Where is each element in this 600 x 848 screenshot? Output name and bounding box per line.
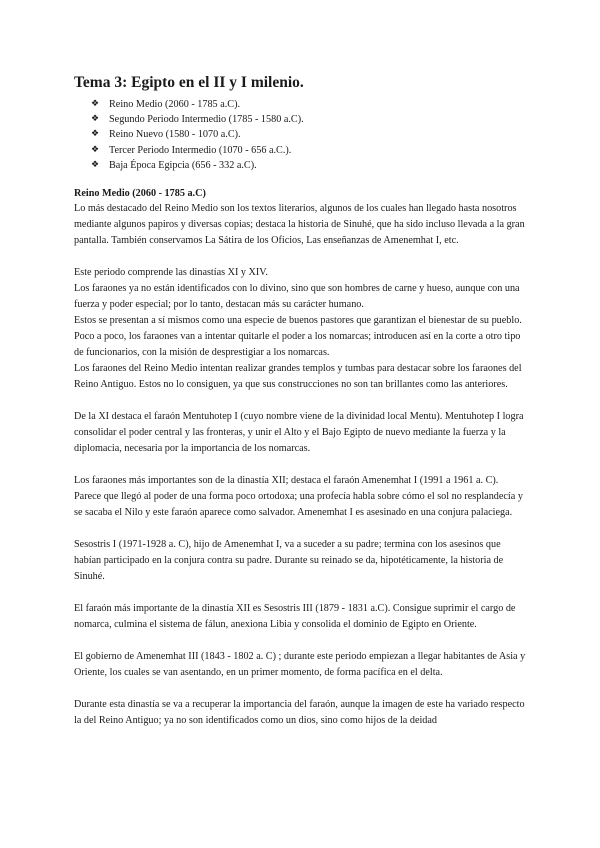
paragraph-temples: Los faraones del Reino Medio intentan realizar grandes templos y tumbas para destacar sobre los faraones del Reino Antiguo. Estos no lo consiguen, ya que sus construcciones no son tan brillantes como las anteriores. [74,363,522,391]
list-item-label: Tercer Periodo Intermedio (1070 - 656 a.C.). [109,144,292,156]
paragraph-pharaoh-importance: Durante esta dinastía se va a recuperar la importancia del faraón, aunque la imagen de este ha variado respecto la del Reino Antiguo; ya no son identificados como un dios, sino como hijos de la deidad [74,699,525,727]
list-item [91,127,526,142]
list-item [91,143,526,158]
section-heading: Reino Medio (2060 - 1785 a.C) [74,188,206,200]
list-item-label: Reino Medio (2060 - 1785 a.C). [109,99,241,110]
paragraph-pharaohs-human: Los faraones ya no están identificados con lo divino, sino que son hombres de carne y hueso, aunque con una fuerza y poder especial; por lo tanto, destacan más su carácter humano. [74,283,520,311]
list-item [91,158,526,173]
diamond-bullet-icon: ❖ [91,99,100,109]
diamond-bullet-icon: ❖ [91,129,100,140]
list-item [91,112,526,127]
paragraph-nomarchs: Poco a poco, los faraones van a intentar quitarle el poder a los nomarcas; introducen así en la corte a otro tipo de funcionarios, con la misión de desprestigiar a los nomarcas. [74,331,521,359]
list-item-label: Baja Época Egipcia (656 - 332 a.C). [109,159,257,171]
document-page [74,74,526,729]
paragraph-dynasties: Este periodo comprende las dinastías XI y XIV. [74,267,268,279]
paragraph-mentuhotep: De la XI destaca el faraón Mentuhotep I (cuyo nombre viene de la divinidad local Mentu). Mentuhotep I logra consolidar el poder central y las fronteras, y unir el Alto y el Bajo Egipto de nuevo mediante la fuerza y la diplomacia, necesaria por la importancia de los nomarcas. [74,411,524,455]
contents-list [74,97,526,173]
paragraph-amenemhat-iii: El gobierno de Amenemhat III (1843 - 1802 a. C) ; durante este periodo empiezan a llegar habitantes de Asia y Oriente, los cuales se van asentando, en un primer momento, de forma pacífica en el delta. [74,651,526,679]
list-item [91,97,526,112]
paragraph-sesostris-iii: El faraón más importante de la dinastía XII es Sesostris III (1879 - 1831 a.C). Consigue suprimir el cargo de nomarca, culmina el sistema de fálun, anexiona Libia y consolida el dominio de Egipto en Oriente. [74,603,516,631]
paragraph-shepherds: Estos se presentan a sí mismos como una especie de buenos pastores que garantizan el bienestar de su pueblo. [74,315,522,327]
paragraph-intro: Lo más destacado del Reino Medio son los textos literarios, algunos de los cuales han llegado hasta nosotros mediante algunos papiros y diversas copias; destaca la historia de Sinuhé, que ha sido incluso llevada a la gran pantalla. También conservamos La Sátira de los Oficios, Las enseñanzas de Amenemhat I, etc. [74,203,525,247]
document-title: Tema 3: Egipto en el II y I milenio. [74,74,304,91]
list-item-label: Segundo Periodo Intermedio (1785 - 1580 a.C). [109,114,304,126]
list-item-label: Reino Nuevo (1580 - 1070 a.C). [109,129,241,141]
paragraph-sesostris-i: Sesostris I (1971-1928 a. C), hijo de Amenemhat I, va a suceder a su padre; termina con los asesinos que habían participado en la conjura contra su padre. Durante su reinado se da, hipotéticamente, la historia de Sinuhé. [74,539,504,583]
diamond-bullet-icon: ❖ [91,114,100,125]
diamond-bullet-icon: ❖ [91,144,100,155]
diamond-bullet-icon: ❖ [91,159,100,170]
paragraph-amenemhat-i: Los faraones más importantes son de la dinastía XII; destaca el faraón Amenemhat I (1991 a 1961 a. C). Parece que llegó al poder de una forma poco ortodoxa; una profecía habla sobre cómo el sol no resplandecía y se sacaba el Nilo y este faraón aparece como salvador. Amenemhat I es asesinado en una conjura palaciega. [74,475,523,519]
